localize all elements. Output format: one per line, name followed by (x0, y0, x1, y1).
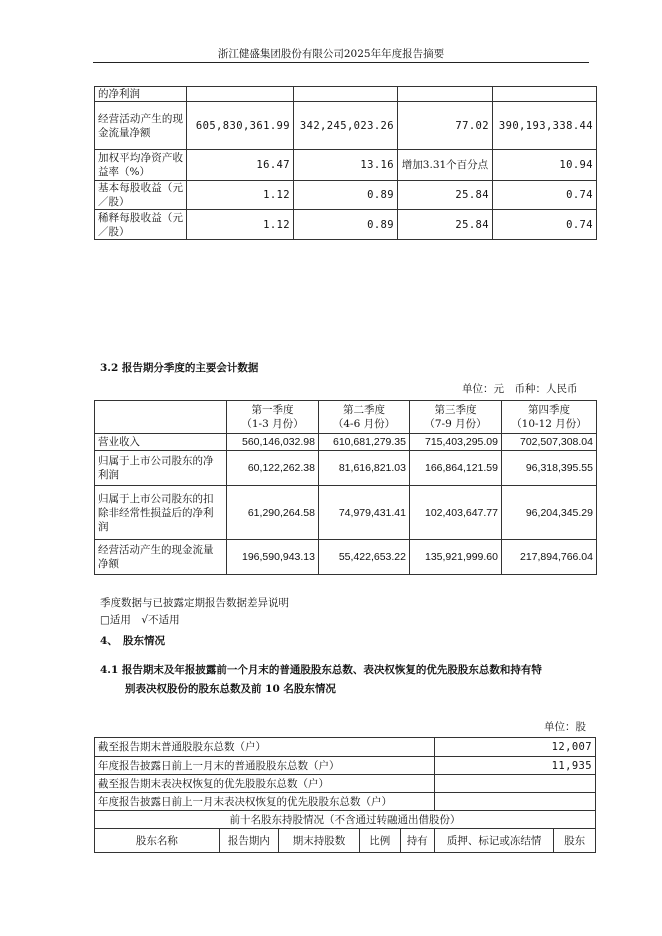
cell (187, 87, 294, 102)
table-subtitle: 前十名股东持股情况（不含通过转融通出借股份） (95, 811, 596, 829)
cell: 增加3.31个百分点 (398, 150, 493, 181)
row-label: 基本每股收益（元／股） (95, 181, 187, 210)
shareholders-table (94, 737, 596, 853)
table-row (95, 775, 596, 793)
cell: 0.89 (294, 210, 398, 240)
row-label: 归属于上市公司股东的扣除非经常性损益后的净利润 (95, 486, 227, 540)
table-row (95, 210, 597, 240)
section-4-1-title-cont: 别表决权股份的股东总数及前 10 名股东情况 (125, 683, 336, 695)
header-empty (95, 401, 227, 434)
cell: 135,921,999.60 (410, 540, 502, 575)
table-row (95, 87, 597, 102)
applicable-options: □适用 √不适用 (100, 614, 180, 626)
row-label: 经营活动产生的现金流量净额 (95, 540, 227, 575)
column-header: 持有 (400, 829, 434, 853)
cell: 61,290,264.58 (227, 486, 319, 540)
section-4-1-title: 4.1 报告期末及年报披露前一个月末的普通股股东总数、表决权恢复的优先股股东总数和持有特 (100, 664, 542, 676)
cell: 390,193,338.44 (493, 102, 597, 150)
cell: 81,616,821.03 (319, 451, 410, 486)
cell: 13.16 (294, 150, 398, 181)
row-label: 的净利润 (95, 87, 187, 102)
column-header: 第四季度 （10-12 月份） (502, 401, 597, 434)
section-4-title: 4、 股东情况 (100, 635, 166, 647)
cell: 196,590,943.13 (227, 540, 319, 575)
row-label: 截至报告期末表决权恢复的优先股股东总数（户） (95, 775, 435, 793)
table-row (95, 181, 597, 210)
cell: 217,894,766.04 (502, 540, 597, 575)
row-label: 加权平均净资产收益率（%） (95, 150, 187, 181)
column-header: 比例 (360, 829, 401, 853)
cell (434, 793, 595, 811)
row-label: 年度报告披露日前上一月末的普通股股东总数（户） (95, 757, 435, 775)
table-row (95, 434, 597, 451)
cell: 16.47 (187, 150, 294, 181)
cell: 25.84 (398, 181, 493, 210)
quarterly-data-table (94, 400, 597, 575)
table-row (95, 150, 597, 181)
cell: 0.74 (493, 181, 597, 210)
cell: 11,935 (434, 757, 595, 775)
row-label: 稀释每股收益（元／股） (95, 210, 187, 240)
row-label: 年度报告披露日前上一月末表决权恢复的优先股股东总数（户） (95, 793, 435, 811)
page-header: 浙江健盛集团股份有限公司2025年年度报告摘要 (217, 48, 445, 60)
cell (493, 87, 597, 102)
column-header: 第三季度 （7-9 月份） (410, 401, 502, 434)
table-row (95, 102, 597, 150)
cell: 0.74 (493, 210, 597, 240)
column-header: 股东 (554, 829, 596, 853)
section-3-2-title: 3.2 报告期分季度的主要会计数据 (100, 362, 259, 374)
cell: 60,122,262.38 (227, 451, 319, 486)
column-header: 期末持股数 (278, 829, 359, 853)
cell: 102,403,647.77 (410, 486, 502, 540)
cell (294, 87, 398, 102)
cell: 10.94 (493, 150, 597, 181)
cell: 1.12 (187, 210, 294, 240)
table-row (95, 451, 597, 486)
cell: 342,245,023.26 (294, 102, 398, 150)
cell (398, 87, 493, 102)
cell: 12,007 (434, 738, 595, 757)
table-row (95, 540, 597, 575)
cell: 77.02 (398, 102, 493, 150)
table-row (95, 793, 596, 811)
row-label: 截至报告期末普通股股东总数（户） (95, 738, 435, 757)
table-row (95, 486, 597, 540)
table-row (95, 738, 596, 757)
unit-shares: 单位：股 (544, 721, 586, 733)
cell: 74,979,431.41 (319, 486, 410, 540)
column-header: 股东名称 (95, 829, 220, 853)
cell: 702,507,308.04 (502, 434, 597, 451)
column-header: 第一季度 （1-3 月份） (227, 401, 319, 434)
table-row (95, 757, 596, 775)
table-row (95, 811, 596, 829)
column-header: 质押、标记或冻结情 (434, 829, 554, 853)
cell: 166,864,121.59 (410, 451, 502, 486)
cell: 610,681,279.35 (319, 434, 410, 451)
table-header-row (95, 829, 596, 853)
column-header: 第二季度 （4-6 月份） (319, 401, 410, 434)
cell: 715,403,295.09 (410, 434, 502, 451)
row-label: 营业收入 (95, 434, 227, 451)
header-rule (93, 62, 589, 63)
cell: 560,146,032.98 (227, 434, 319, 451)
cell: 605,830,361.99 (187, 102, 294, 150)
cell: 0.89 (294, 181, 398, 210)
cell: 1.12 (187, 181, 294, 210)
table-header-row (95, 401, 597, 434)
row-label: 归属于上市公司股东的净利润 (95, 451, 227, 486)
cell: 55,422,653.22 (319, 540, 410, 575)
quarterly-diff-note: 季度数据与已披露定期报告数据差异说明 (100, 597, 289, 609)
row-label: 经营活动产生的现金流量净额 (95, 102, 187, 150)
cell (434, 775, 595, 793)
cell: 96,318,395.55 (502, 451, 597, 486)
cell: 96,204,345.29 (502, 486, 597, 540)
column-header: 报告期内 (219, 829, 278, 853)
cell: 25.84 (398, 210, 493, 240)
unit-currency: 单位：元 币种：人民币 (462, 383, 578, 395)
main-data-table-continued (94, 86, 597, 240)
